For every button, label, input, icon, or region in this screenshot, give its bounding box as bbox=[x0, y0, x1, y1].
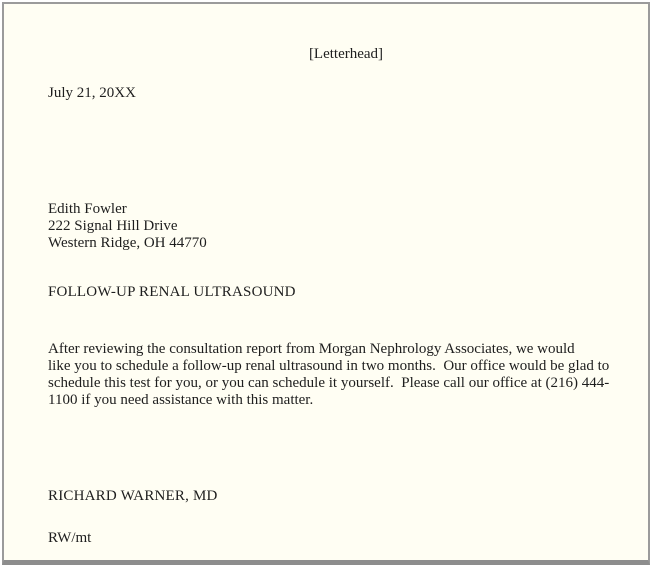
letter-body bbox=[48, 341, 609, 409]
reference-initials: RW/mt bbox=[48, 530, 92, 546]
signature-name: RICHARD WARNER, MD bbox=[48, 488, 218, 504]
body-line: like you to schedule a follow-up renal ultrasound in two months. Our office would be glad to bbox=[48, 358, 610, 374]
letter-date: July 21, 20XX bbox=[48, 85, 136, 101]
body-line: 1100 if you need assistance with this matter. bbox=[48, 392, 314, 408]
subject-line: FOLLOW-UP RENAL ULTRASOUND bbox=[48, 284, 296, 300]
letterhead-placeholder: [Letterhead] bbox=[308, 46, 384, 62]
body-line: schedule this test for you, or you can schedule it yourself. Please call our office at (216) 444- bbox=[48, 375, 610, 391]
letter-page bbox=[2, 2, 650, 565]
recipient-street: 222 Signal Hill Drive bbox=[48, 218, 178, 234]
recipient-name: Edith Fowler bbox=[48, 201, 127, 217]
recipient-address-block bbox=[48, 201, 207, 252]
recipient-city-state-zip: Western Ridge, OH 44770 bbox=[48, 235, 207, 251]
body-line: After reviewing the consultation report from Morgan Nephrology Associates, we would bbox=[48, 341, 575, 357]
